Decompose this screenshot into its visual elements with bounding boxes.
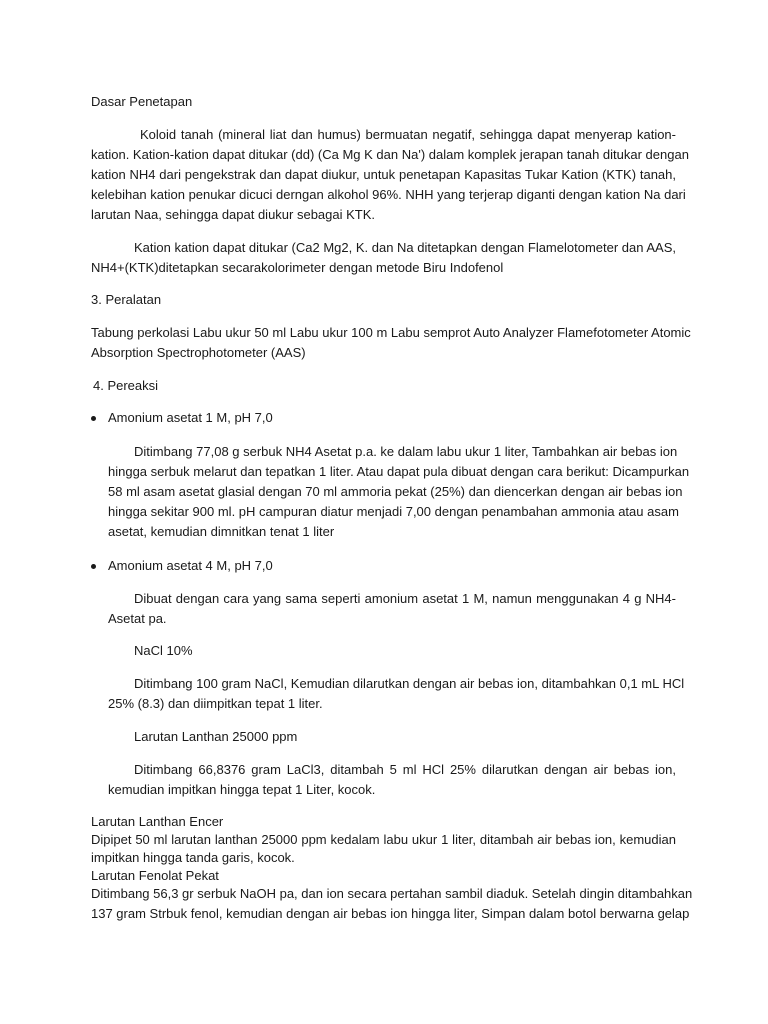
paragraph-1-line-3: kation NH4 dari pengekstrak dan dapat diukur, untuk penetapan Kapasitas Tukar Kation (KTK) tanah,	[91, 167, 676, 182]
bullet-icon	[91, 564, 96, 569]
heading-nacl: NaCl 10%	[134, 643, 193, 658]
heading-pereaksi: 4. Pereaksi	[93, 378, 159, 393]
paragraph-7-line-2: kemudian impitkan hingga tepat 1 Liter, kocok.	[108, 782, 376, 797]
paragraph-3-line-2: Absorption Spectrophotometer (AAS)	[91, 345, 306, 360]
bullet-item-1: Amonium asetat 1 M, pH 7,0	[108, 410, 273, 425]
heading-lanthan: Larutan Lanthan 25000 ppm	[134, 729, 298, 744]
paragraph-7-line-1: Ditimbang 66,8376 gram LaCl3, ditambah 5 ml HCl 25% dilarutkan dengan air bebas ion,	[134, 762, 676, 777]
heading-dasar-penetapan: Dasar Penetapan	[91, 94, 193, 109]
heading-lanthan-encer: Larutan Lanthan Encer	[91, 814, 224, 829]
paragraph-5-line-1: Dibuat dengan cara yang sama seperti amonium asetat 1 M, namun menggunakan 4 g NH4-	[134, 591, 676, 606]
paragraph-3-line-1: Tabung perkolasi Labu ukur 50 ml Labu ukur 100 m Labu semprot Auto Analyzer Flamefotometer Atomic	[91, 325, 691, 340]
paragraph-4-line-5: asetat, kemudian dimnitkan tenat 1 liter	[108, 524, 335, 539]
paragraph-9-line-1: Ditimbang 56,3 gr serbuk NaOH pa, dan ion secara pertahan sambil diaduk. Setelah dingin ditambahkan	[91, 886, 693, 901]
heading-fenolat-pekat: Larutan Fenolat Pekat	[91, 868, 219, 883]
paragraph-4-line-1: Ditimbang 77,08 g serbuk NH4 Asetat p.a. ke dalam labu ukur 1 liter, Tambahkan air bebas ion	[134, 444, 678, 459]
paragraph-5-line-2: Asetat pa.	[108, 611, 167, 626]
paragraph-2-line-1: Kation kation dapat ditukar (Ca2 Mg2, K. dan Na ditetapkan dengan Flamelotometer dan AAS,	[134, 240, 677, 255]
paragraph-2-line-2: NH4+(KTK)ditetapkan secarakolorimeter dengan metode Biru Indofenol	[91, 260, 504, 275]
paragraph-6-line-2: 25% (8.3) dan diimpitkan tepat 1 liter.	[108, 696, 323, 711]
paragraph-4-line-3: 58 ml asam asetat glasial dengan 70 ml ammoria pekat (25%) dan diencerkan dengan air bebas ion	[108, 484, 683, 499]
heading-peralatan: 3. Peralatan	[91, 292, 162, 307]
paragraph-8-line-2: impitkan hingga tanda garis, kocok.	[91, 850, 295, 865]
paragraph-1-line-2: kation. Kation-kation dapat ditukar (dd) (Ca Mg K dan Na') dalam komplek jerapan tanah ditukar dengan	[91, 147, 689, 162]
paragraph-1-line-4: kelebihan kation penukar dicuci derngan alkohol 96%. NHH yang terjerap diganti dengan kation Na dari	[91, 187, 686, 202]
bullet-item-2: Amonium asetat 4 M, pH 7,0	[108, 558, 273, 573]
paragraph-4-line-2: hingga serbuk melarut dan tepatkan 1 liter. Atau dapat pula dibuat dengan cara berikut: Dicampurkan	[108, 464, 690, 479]
paragraph-1-line-5: larutan Naa, sehingga dapat diukur sebagai KTK.	[91, 207, 376, 222]
paragraph-9-line-2: 137 gram Strbuk fenol, kemudian dengan air bebas ion hingga liter, Simpan dalam botol berwarna gelap	[91, 906, 690, 921]
bullet-icon	[91, 416, 96, 421]
paragraph-1-line-1: Koloid tanah (mineral liat dan humus) bermuatan negatif, sehingga dapat menyerap kation-	[140, 127, 676, 142]
paragraph-4-line-4: hingga sekitar 900 ml. pH campuran diatur menjadi 7,00 dengan penambahan ammonia atau asam	[108, 504, 679, 519]
paragraph-6-line-1: Ditimbang 100 gram NaCl, Kemudian dilarutkan dengan air bebas ion, ditambahkan 0,1 mL HCl	[134, 676, 685, 691]
paragraph-8-line-1: Dipipet 50 ml larutan lanthan 25000 ppm kedalam labu ukur 1 liter, ditambah air bebas ion, kemudian	[91, 832, 676, 847]
